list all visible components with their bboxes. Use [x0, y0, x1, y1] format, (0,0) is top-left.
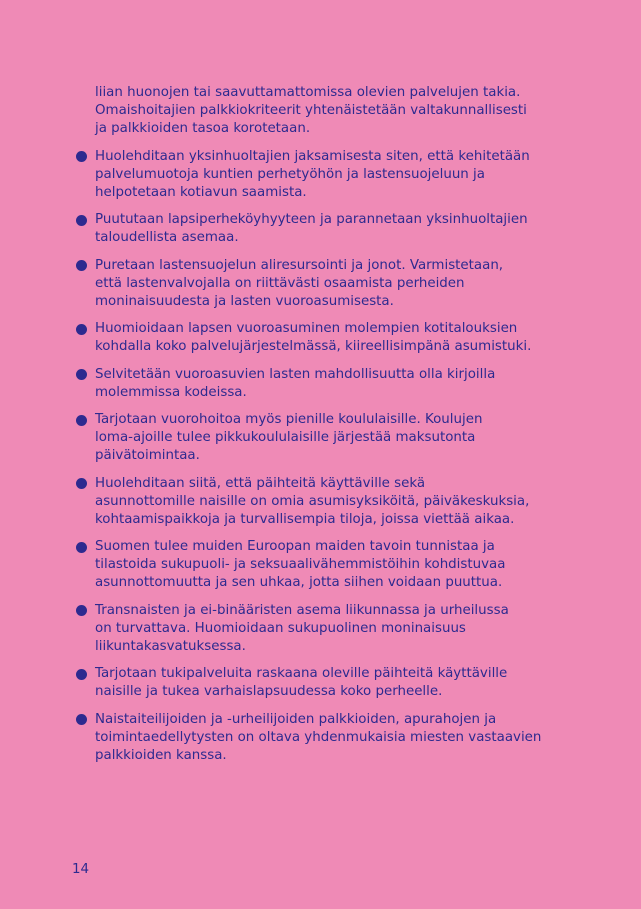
list-item-line: kohdalla koko palvelujärjestelmässä, kiireellisimpänä asumistuki. — [95, 339, 532, 354]
list-item-line: Tarjotaan tukipalveluita raskaana oleville päihteitä käyttäville — [95, 666, 508, 681]
list-item-line: Naistaiteilijoiden ja -urheilijoiden palkkioiden, apurahojen ja — [95, 711, 497, 727]
list-item-line: moninaisuudesta ja lasten vuoroasumisesta. — [95, 293, 394, 309]
bullet-icon — [76, 324, 87, 335]
list-item-line: Huomioidaan lapsen vuoroasuminen molempien kotitalouksien — [95, 321, 518, 336]
bullet-list — [95, 84, 615, 774]
list-item-line: Puretaan lastensuojelun aliresursointi ja jonot. Varmistetaan, — [95, 257, 504, 273]
page-number: 14 — [72, 862, 90, 877]
bullet-icon — [76, 605, 87, 616]
bullet-icon — [76, 260, 87, 271]
list-item-line: asunnottomille naisille on omia asumisyksiköitä, päiväkeskuksia, — [95, 493, 530, 509]
list-item — [95, 538, 615, 592]
list-item-line: toimintaedellytysten on oltava yhdenmukaisia miesten vastaavien — [95, 729, 542, 745]
list-item-line: naisille ja tukea varhaislapsuudessa koko perheelle. — [95, 684, 443, 699]
paragraph-line: ja palkkioiden tasoa korotetaan. — [95, 121, 311, 136]
list-item-line: on turvattava. Huomioidaan sukupuolinen moninaisuus — [95, 620, 466, 636]
list-item — [95, 320, 615, 356]
paragraph-line: Omaishoitajien palkkiokriteerit yhtenäistetään valtakunnallisesti — [95, 103, 527, 118]
bullet-icon — [76, 215, 87, 226]
list-item-line: päivätoimintaa. — [95, 448, 200, 463]
list-item — [95, 211, 615, 247]
list-item-line: Suomen tulee muiden Euroopan maiden tavoin tunnistaa ja — [95, 539, 495, 554]
list-item-line: taloudellista asemaa. — [95, 230, 239, 245]
list-item-line: palkkioiden kanssa. — [95, 747, 227, 763]
continued-paragraph — [95, 84, 615, 138]
bullet-icon — [76, 542, 87, 553]
list-item-line: Tarjotaan vuorohoitoa myös pienille koululaisille. Koulujen — [95, 412, 483, 427]
list-item — [95, 411, 615, 465]
list-item-line: helpotetaan kotiavun saamista. — [95, 184, 307, 200]
list-item — [95, 366, 615, 402]
list-item-line: tilastoida sukupuoli- ja seksuaalivähemmistöihin kohdistuvaa — [95, 557, 506, 572]
bullet-icon — [76, 369, 87, 380]
bullet-icon — [76, 714, 87, 725]
list-item — [95, 711, 615, 765]
bullet-icon — [76, 415, 87, 426]
list-item-line: Selvitetään vuoroasuvien lasten mahdollisuutta olla kirjoilla — [95, 366, 496, 382]
paragraph-line: liian huonojen tai saavuttamattomissa olevien palvelujen takia. — [95, 85, 521, 100]
list-item — [95, 257, 615, 311]
list-item-line: asunnottomuutta ja sen uhkaa, jotta siihen voidaan puuttua. — [95, 575, 503, 590]
list-item-line: kohtaamispaikkoja ja turvallisempia tiloja, joissa viettää aikaa. — [95, 511, 515, 527]
list-item-line: palvelumuotoja kuntien perhetyöhön ja lastensuojeluun ja — [95, 166, 485, 182]
list-item — [95, 148, 615, 202]
list-item-line: Transnaisten ja ei-binääristen asema liikunnassa ja urheilussa — [95, 602, 509, 618]
list-item-line: Puututaan lapsiperheköyhyyteen ja parannetaan yksinhuoltajien — [95, 212, 528, 227]
list-item-line: Huolehditaan siitä, että päihteitä käyttäville sekä — [95, 475, 426, 491]
bullet-icon — [76, 151, 87, 162]
list-item — [95, 475, 615, 529]
bullet-icon — [76, 478, 87, 489]
list-item-line: molemmissa kodeissa. — [95, 384, 247, 400]
bullet-icon — [76, 669, 87, 680]
list-item — [95, 602, 615, 656]
list-item — [95, 665, 615, 701]
list-item-line: että lastenvalvojalla on riittävästi osaamista perheiden — [95, 275, 465, 291]
list-item-line: Huolehditaan yksinhuoltajien jaksamisesta siten, että kehitetään — [95, 148, 530, 164]
list-item-line: loma-ajoille tulee pikkukoululaisille järjestää maksutonta — [95, 430, 476, 445]
list-item-line: liikuntakasvatuksessa. — [95, 638, 246, 654]
